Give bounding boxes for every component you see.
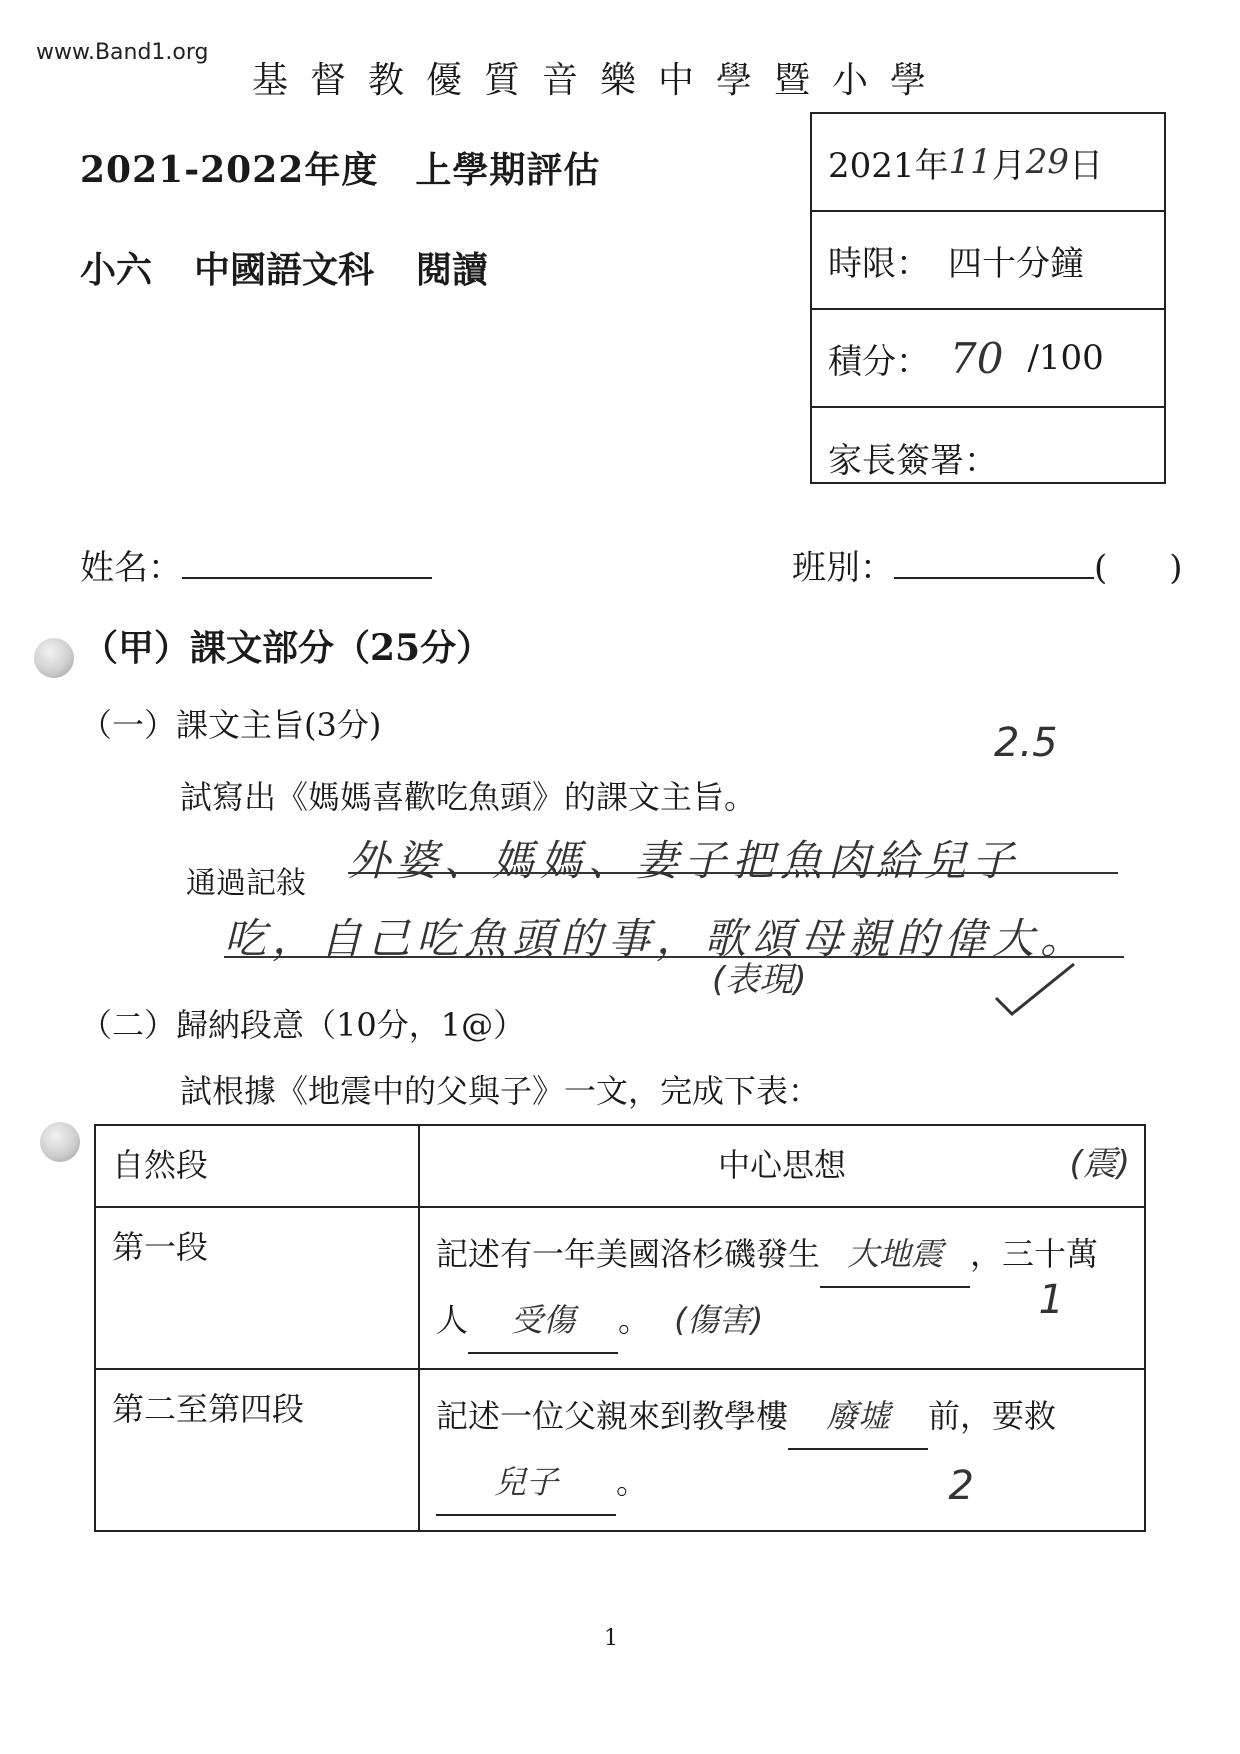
binder-hole-middle: [40, 1122, 80, 1162]
row2-blank1: 廢墟: [788, 1384, 928, 1450]
binder-hole-top: [34, 638, 74, 678]
q1-heading: （一）課文主旨(3分): [80, 706, 382, 744]
header-main-idea: 中心思想 (震): [419, 1125, 1145, 1207]
date-day: 29: [1025, 142, 1070, 182]
q1-answer-line1: 外婆、媽媽、妻子把魚肉給兒子: [348, 828, 1118, 874]
exam-title: 2021-2022年度 上學期評估: [80, 149, 601, 191]
row1-correction: (傷害): [674, 1301, 764, 1339]
row2-blank2: 兒子: [436, 1450, 616, 1516]
signature-row: 家長簽署：: [828, 440, 998, 481]
info-box: [810, 112, 1166, 484]
row1-paragraph: 第一段: [95, 1207, 419, 1369]
q1-mark: 2.5: [994, 720, 1058, 766]
date-row: 2021年 11 月 29 日: [812, 114, 1164, 212]
table-row: [95, 1369, 1145, 1531]
name-field: 姓名：: [80, 540, 432, 589]
row2-mark: 2: [948, 1463, 974, 1509]
subject: 中國語文科: [194, 249, 375, 291]
class-blank: [894, 547, 1094, 579]
paragraph-summary-table: [94, 1124, 1146, 1532]
row2-main-idea: 記述一位父親來到教學樓 廢墟 前，要救 兒子 。 2: [419, 1369, 1145, 1531]
school-name: 基督教優質音樂中學暨小學: [252, 60, 949, 101]
grade: 小六: [80, 249, 153, 291]
class-field: 班別： ( ): [792, 548, 1183, 588]
row1-main-idea: 記述有一年美國洛杉磯發生 大地震 ，三十萬人 受傷 。 (傷害) 1: [419, 1207, 1145, 1369]
time-row: 時限： 四十分鐘: [812, 212, 1164, 310]
name-blank: [182, 547, 432, 579]
score-row: 積分： 70 /100: [812, 310, 1164, 408]
q1-correction-note: (表現): [712, 960, 807, 1000]
page-number: 1: [604, 1626, 618, 1651]
date-month: 11: [948, 142, 992, 182]
section-a-title: （甲）課文部分（25分）: [82, 627, 493, 669]
q1-lead: 通過記敍: [186, 866, 306, 901]
q2-heading: （二）歸納段意（10分，1@）: [80, 1006, 526, 1044]
row1-blank2: 受傷: [468, 1288, 618, 1354]
score-value: 70: [950, 333, 1004, 383]
table-header-row: [95, 1125, 1145, 1207]
exam-subject-line: [80, 242, 530, 293]
row1-mark: 1: [1038, 1277, 1064, 1323]
watermark: www.Band1.org: [36, 40, 209, 65]
header-correction-note: (震): [1069, 1144, 1130, 1184]
paper: 閱讀: [416, 249, 489, 291]
q1-prompt: 試寫出《媽媽喜歡吃魚頭》的課文主旨。: [180, 778, 757, 816]
q2-prompt: 試根據《地震中的父與子》一文，完成下表：: [180, 1072, 821, 1110]
table-row: [95, 1207, 1145, 1369]
check-mark-icon: [990, 958, 1080, 1018]
row1-blank1: 大地震: [820, 1222, 970, 1288]
row2-paragraph: 第二至第四段: [95, 1369, 419, 1531]
q1-answer-line2: 吃，自己吃魚頭的事，歌頌母親的偉大。: [224, 906, 1124, 958]
header-paragraph: 自然段: [95, 1125, 419, 1207]
